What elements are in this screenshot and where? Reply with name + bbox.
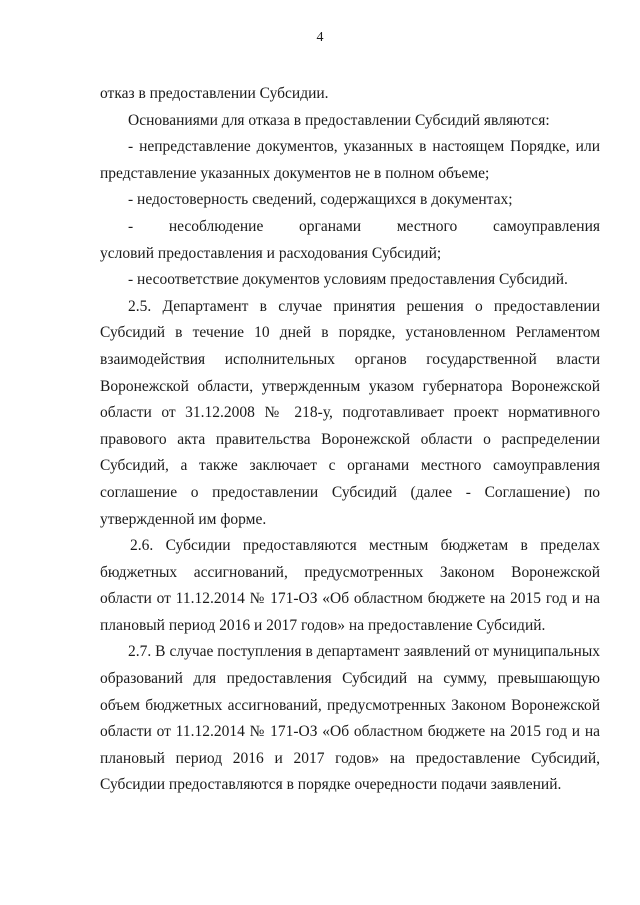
- paragraph-ground-noncompliance: - несоблюдение органами местного самоуправления условий предоставления и расходования Субсидий;: [100, 217, 624, 262]
- paragraph-ground-inaccuracy: - недостоверность сведений, содержащихся в документах;: [128, 191, 513, 209]
- paragraph-ground-mismatch: - несоответствие документов условиям предоставления Субсидий.: [128, 271, 568, 289]
- paragraph-2-5: 2.5. Департамент в случае принятия решения о предоставлении Субсидий в течение 10 дней в порядке, установленном Регламентом взаимодействия исполнительных органов государственной власти Воронежской области, утвержденным указом губернатора Воронежской области от 31.12.2008 № 218-у, подготавливает проект нормативного правового акта правительства Воронежской области о распределении Субсидий, а также заключает с органами местного самоуправления соглашение о предоставлении Субсидий (далее - Соглашение) по утвержденной им форме.: [100, 297, 600, 528]
- page-number: 4: [316, 30, 324, 45]
- document-body: [100, 81, 624, 799]
- paragraph-2-6: 2.6. Субсидии предоставляются местным бюджетам в пределах бюджетных ассигнований, предусмотренных Законом Воронежской области от 11.12.2014 № 171-ОЗ «Об областном бюджете на 2015 год и на плановый период 2016 и 2017 годов» на предоставление Субсидий.: [100, 537, 600, 634]
- paragraph-continuation: отказ в предоставлении Субсидии.: [100, 85, 329, 102]
- paragraph-2-7: 2.7. В случае поступления в департамент заявлений от муниципальных образований для предоставления Субсидий на сумму, превышающую объем бюджетных ассигнований, предусмотренных Законом Воронежской области от 11.12.2014 № 171-ОЗ «Об областном бюджете на 2015 год и на плановый период 2016 и 2017 годов» на предоставление Субсидий, Субсидии предоставляются в порядке очередности подачи заявлений.: [100, 643, 600, 794]
- paragraph-refusal-grounds-intro: Основаниями для отказа в предоставлении Субсидий являются:: [128, 111, 550, 129]
- paragraph-ground-nonsubmission: - непредставление документов, указанных в настоящем Порядке, или представление указанных документов не в полном объеме;: [100, 138, 600, 182]
